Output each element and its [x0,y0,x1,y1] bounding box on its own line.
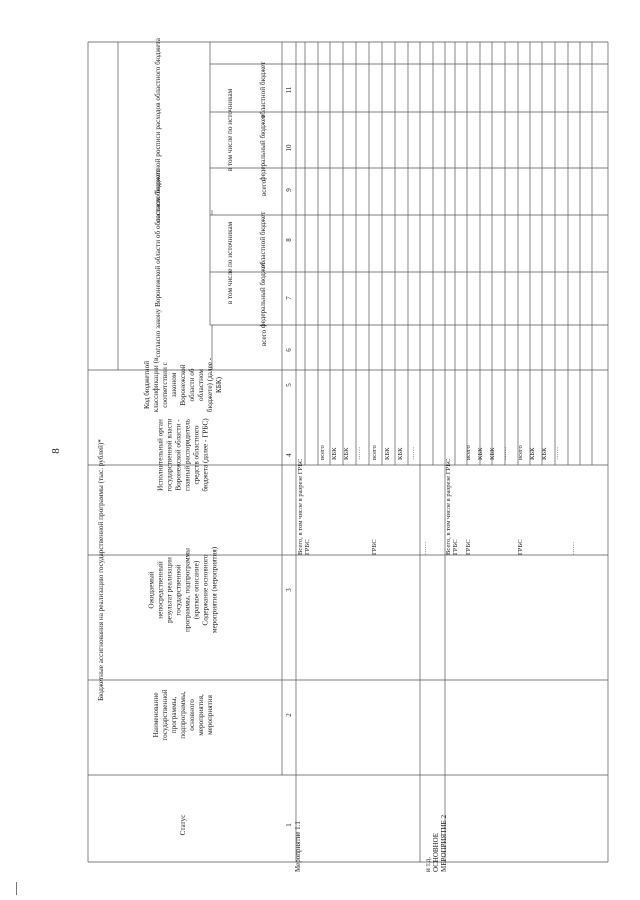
column-number: 6 [285,348,293,352]
header-line: бюджета (далее - ГРБС) [201,418,210,492]
header-line: государственной [161,689,169,741]
header-line: Содержание основного [201,554,210,626]
header-federal-law: федеральный бюджет [259,261,267,329]
table-cell: …… [501,446,508,460]
header-status [179,815,187,836]
table-cell: всего [465,445,472,460]
column-number: 1 [285,823,293,827]
column-number: 9 [285,188,293,192]
header-line: мероприятия, [197,694,205,736]
header-line: Воронежской [179,364,187,406]
table-cell: Всего, в том числе в разрезе ГРБС [445,458,452,555]
header-line: соответствии с [161,362,169,408]
row-status-main-measure-2-line1: ОСНОВНОЕ [432,833,440,872]
header-line: области об [188,368,196,402]
header-total-schedule: всего [260,179,268,197]
table-cell: …… [553,446,560,460]
column-number: 5 [285,383,293,387]
column-number: 2 [285,713,293,717]
header-line: мероприятия [206,695,214,735]
header-federal-schedule: федеральный бюджет [259,114,267,182]
header-line: государственной [174,564,183,616]
table-cell: …… [421,541,428,555]
page-number: 8 [49,448,62,454]
header-line: Наименование [152,692,160,738]
table-cell: КБК [541,447,548,460]
header-line: Воронежской области - [174,419,183,491]
header-line: главный распорядитель [183,418,192,492]
table-cell: всего [319,445,326,460]
table-cell: КБК [477,447,484,460]
column-number: 4 [285,453,293,457]
header-line: подпрограммы, [179,691,187,739]
header-line: Код бюджетной [143,360,151,410]
table-cell: ГРБС [304,539,311,555]
header-total-law: всего [260,329,268,347]
header-line: программы, [170,696,178,734]
table-cell: КБК [489,447,496,460]
header-budget-schedule: согласно бюджетной росписи расходов областного бюджета [154,38,162,222]
header-line: Ожидаемый [147,571,156,609]
header-sources-law: в том числе по источникам [226,221,234,305]
table-cell: …… [569,541,576,555]
header-result [148,546,219,633]
header-line: Статус [179,814,187,836]
header-budget-allocations: Бюджетные ассигнования на реализацию государственной программы (тыс. рублей)* [97,439,105,701]
header-line: программы, подпрограммы [183,548,192,632]
table-cell: ГРБС [371,539,378,555]
table-body-cells [297,444,576,555]
header-sources-schedule: в том числе по источникам [226,88,234,172]
table-cell: Всего, в том числе в разрезе ГРБС [297,458,304,555]
column-number: 8 [285,238,293,242]
table-cell: КБК [331,447,338,460]
row-status-measure-1-1: Мероприятие 1.1 [294,821,302,872]
header-line: (краткое описание) [192,560,201,620]
header-line: Исполнительный орган [156,419,165,491]
table-cell: КБК [384,447,391,460]
table-cell: КБК [529,447,536,460]
column-number: 3 [285,588,293,592]
header-kbk [143,357,223,412]
table-cell: ГРБС [465,539,472,555]
header-line: результат реализации [165,557,174,623]
header-line: непосредственный [156,561,165,619]
header-line: мероприятия (мероприятия) [210,546,219,634]
header-regional-schedule: областной бюджет [259,61,267,119]
row-status-etc: и т.д. [424,856,432,872]
header-grbs [157,418,210,492]
header-line: бюджете) (далее - [206,357,214,413]
header-line: областном [197,368,205,402]
header-line: средств областного [192,425,201,485]
column-number: 10 [285,144,293,152]
header-line: государственной власти [165,418,174,492]
column-number: 7 [285,296,293,300]
header-law-budget: согласно закону Воронежской области об областном бюджете [154,168,162,358]
table-cell: …… [409,446,416,460]
table-cell: ГРБС [517,539,524,555]
header-regional-law: областной бюджет [259,211,267,269]
table-cell: всего [517,445,524,460]
table-cell: всего [371,445,378,460]
column-number-row [285,86,293,827]
column-number: 11 [285,86,293,94]
header-line: классификации (в [152,357,160,413]
header-line: основного [188,699,196,731]
header-line: КБК) [215,376,223,394]
row-status-main-measure-2-line2: МЕРОПРИЯТИЕ 2 [440,814,448,872]
table-cell: КБК [397,447,404,460]
header-line: законом [170,372,178,398]
table-cell: …… [355,446,362,460]
header-name [152,689,214,740]
table-cell: ГРБС [452,539,459,555]
table-cell: КБК [343,447,350,460]
